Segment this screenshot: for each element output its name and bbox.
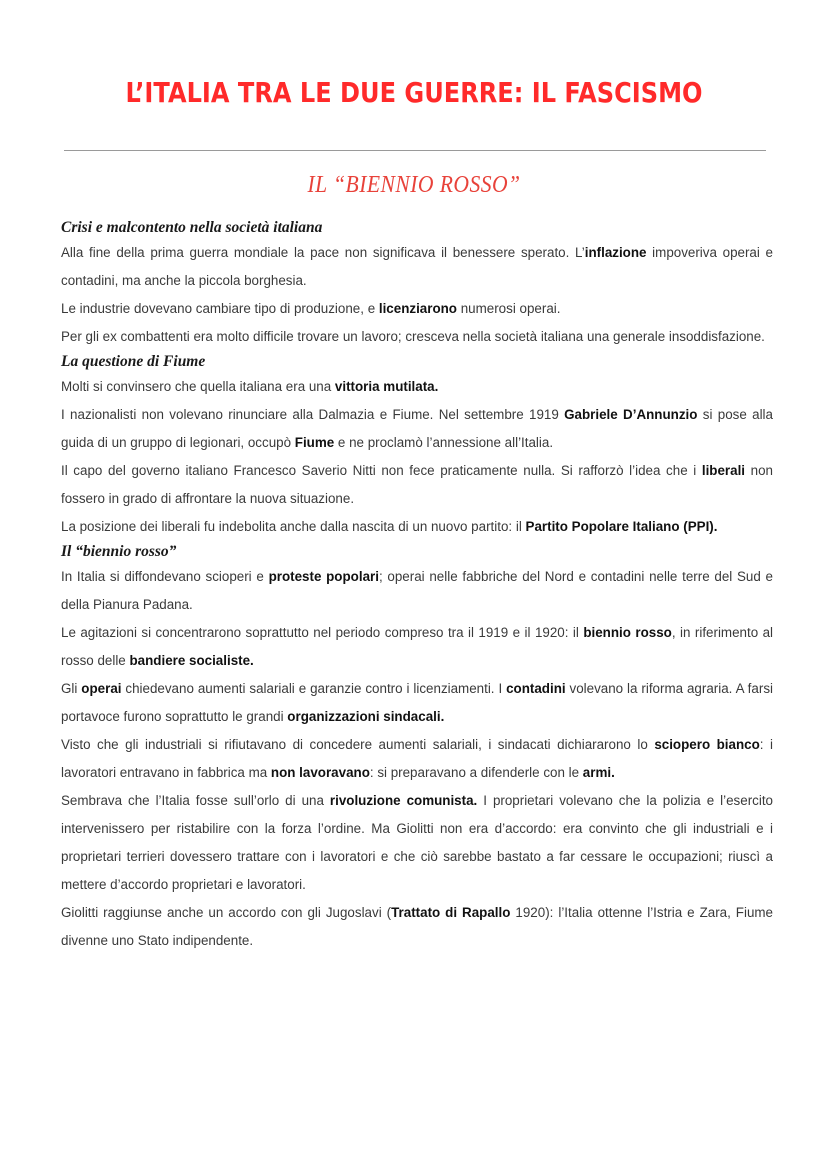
- paragraph: [61, 239, 773, 295]
- paragraph: [61, 513, 773, 541]
- text-run: chiedevano aumenti salariali e garanzie contro i licenziamenti. I: [121, 681, 507, 696]
- highlight-term: bandiere socialiste.: [129, 653, 254, 668]
- text-run: ; operai nelle fabbriche del Nord e contadini nelle terre del Sud e della Pianura Padana.: [61, 569, 773, 612]
- paragraph: [61, 323, 773, 351]
- highlight-term: liberali: [701, 463, 746, 478]
- divider: [64, 150, 766, 151]
- content-body: [61, 217, 773, 955]
- section: [61, 217, 773, 351]
- text-run: Le industrie dovevano cambiare tipo di produzione, e: [61, 301, 379, 316]
- text-run: I proprietari volevano che la polizia e l’esercito intervenissero per ristabilire con la forza l’ordine. Ma Giolitti non era d’accordo: era convinto che gli industriali e i proprietari terrieri dovessero trattare con i lavoratori e che ciò sarebbe bastato a far cessare le occupazioni; riuscì a mettere d’accordo proprietari e lavoratori.: [61, 793, 773, 892]
- section-heading: Il “biennio rosso”: [61, 543, 177, 560]
- text-run: e ne proclamò l’annessione all’Italia.: [334, 435, 554, 450]
- text-run: Alla fine della prima guerra mondiale la pace non significava il benessere sperato. L’: [61, 245, 585, 260]
- highlight-term: biennio rosso: [583, 625, 672, 640]
- text-run: : si preparavano a difenderle con le: [369, 765, 583, 780]
- highlight-term: rivoluzione comunista.: [329, 793, 478, 808]
- highlight-term: contadini: [506, 681, 566, 696]
- text-run: Per gli ex combattenti era molto difficile trovare un lavoro; cresceva nella società italiana una generale insoddisfazione.: [61, 329, 765, 344]
- text-run: , in riferimento al rosso delle: [61, 625, 774, 668]
- text-run: Molti si convinsero che quella italiana era una: [61, 379, 335, 394]
- text-run: Sembrava che l’Italia fosse sull’orlo di una: [61, 793, 330, 808]
- text-run: In Italia si diffondevano scioperi e: [61, 569, 269, 584]
- highlight-term: vittoria mutilata.: [334, 379, 439, 394]
- paragraph: [61, 787, 773, 899]
- paragraph: [61, 675, 773, 731]
- highlight-term: Gabriele D’Annunzio: [564, 407, 698, 422]
- text-run: impoveriva operai e contadini, ma anche la piccola borghesia.: [61, 245, 774, 288]
- highlight-term: proteste popolari: [268, 569, 379, 584]
- highlight-term: licenziarono: [378, 301, 457, 316]
- text-run: Le agitazioni si concentrarono soprattutto nel periodo compreso tra il 1919 e il 1920: il: [61, 625, 584, 640]
- paragraph: [61, 373, 773, 401]
- paragraph: [61, 899, 773, 955]
- section-title: IL “BIENNIO ROSSO”: [307, 172, 521, 198]
- paragraph: [61, 295, 773, 323]
- paragraph: [61, 457, 773, 513]
- highlight-term: Partito Popolare Italiano (PPI).: [525, 519, 718, 534]
- paragraph: [61, 619, 773, 675]
- text-run: La posizione dei liberali fu indebolita anche dalla nascita di un nuovo partito: il: [61, 519, 526, 534]
- paragraph: [61, 563, 773, 619]
- highlight-term: operai: [81, 681, 122, 696]
- section: [61, 541, 773, 955]
- text-run: numerosi operai.: [457, 301, 561, 316]
- paragraph: [61, 731, 773, 787]
- text-run: si pose alla guida di un gruppo di legionari, occupò: [61, 407, 773, 450]
- highlight-term: armi.: [582, 765, 615, 780]
- text-run: volevano la riforma agraria. A farsi portavoce furono soprattutto le grandi: [61, 681, 773, 724]
- highlight-term: Trattato di Rapallo: [391, 905, 511, 920]
- text-run: non fossero in grado di affrontare la nuova situazione.: [61, 463, 773, 506]
- text-run: Giolitti raggiunse anche un accordo con gli Jugoslavi (: [61, 905, 392, 920]
- text-run: Il capo del governo italiano Francesco Saverio Nitti non fece praticamente nulla. Si rafforzò l’idea che i: [61, 463, 702, 478]
- text-run: Gli: [61, 681, 82, 696]
- page-title: L’ITALIA TRA LE DUE GUERRE: IL FASCISMO: [125, 76, 703, 109]
- highlight-term: inflazione: [584, 245, 647, 260]
- highlight-term: sciopero bianco: [654, 737, 760, 752]
- text-run: 1920): l’Italia ottenne l’Istria e Zara, Fiume divenne uno Stato indipendente.: [61, 905, 774, 948]
- highlight-term: Fiume: [294, 435, 335, 450]
- section-heading: Crisi e malcontento nella società italiana: [61, 219, 323, 236]
- highlight-term: non lavoravano: [270, 765, 370, 780]
- section: [61, 351, 773, 541]
- text-run: Visto che gli industriali si rifiutavano di concedere aumenti salariali, i sindacati dichiararono lo: [61, 737, 655, 752]
- paragraph: [61, 401, 773, 457]
- highlight-term: organizzazioni sindacali.: [287, 709, 445, 724]
- text-run: : i lavoratori entravano in fabbrica ma: [61, 737, 774, 780]
- section-heading: La questione di Fiume: [61, 353, 206, 370]
- text-run: I nazionalisti non volevano rinunciare alla Dalmazia e Fiume. Nel settembre 1919: [61, 407, 565, 422]
